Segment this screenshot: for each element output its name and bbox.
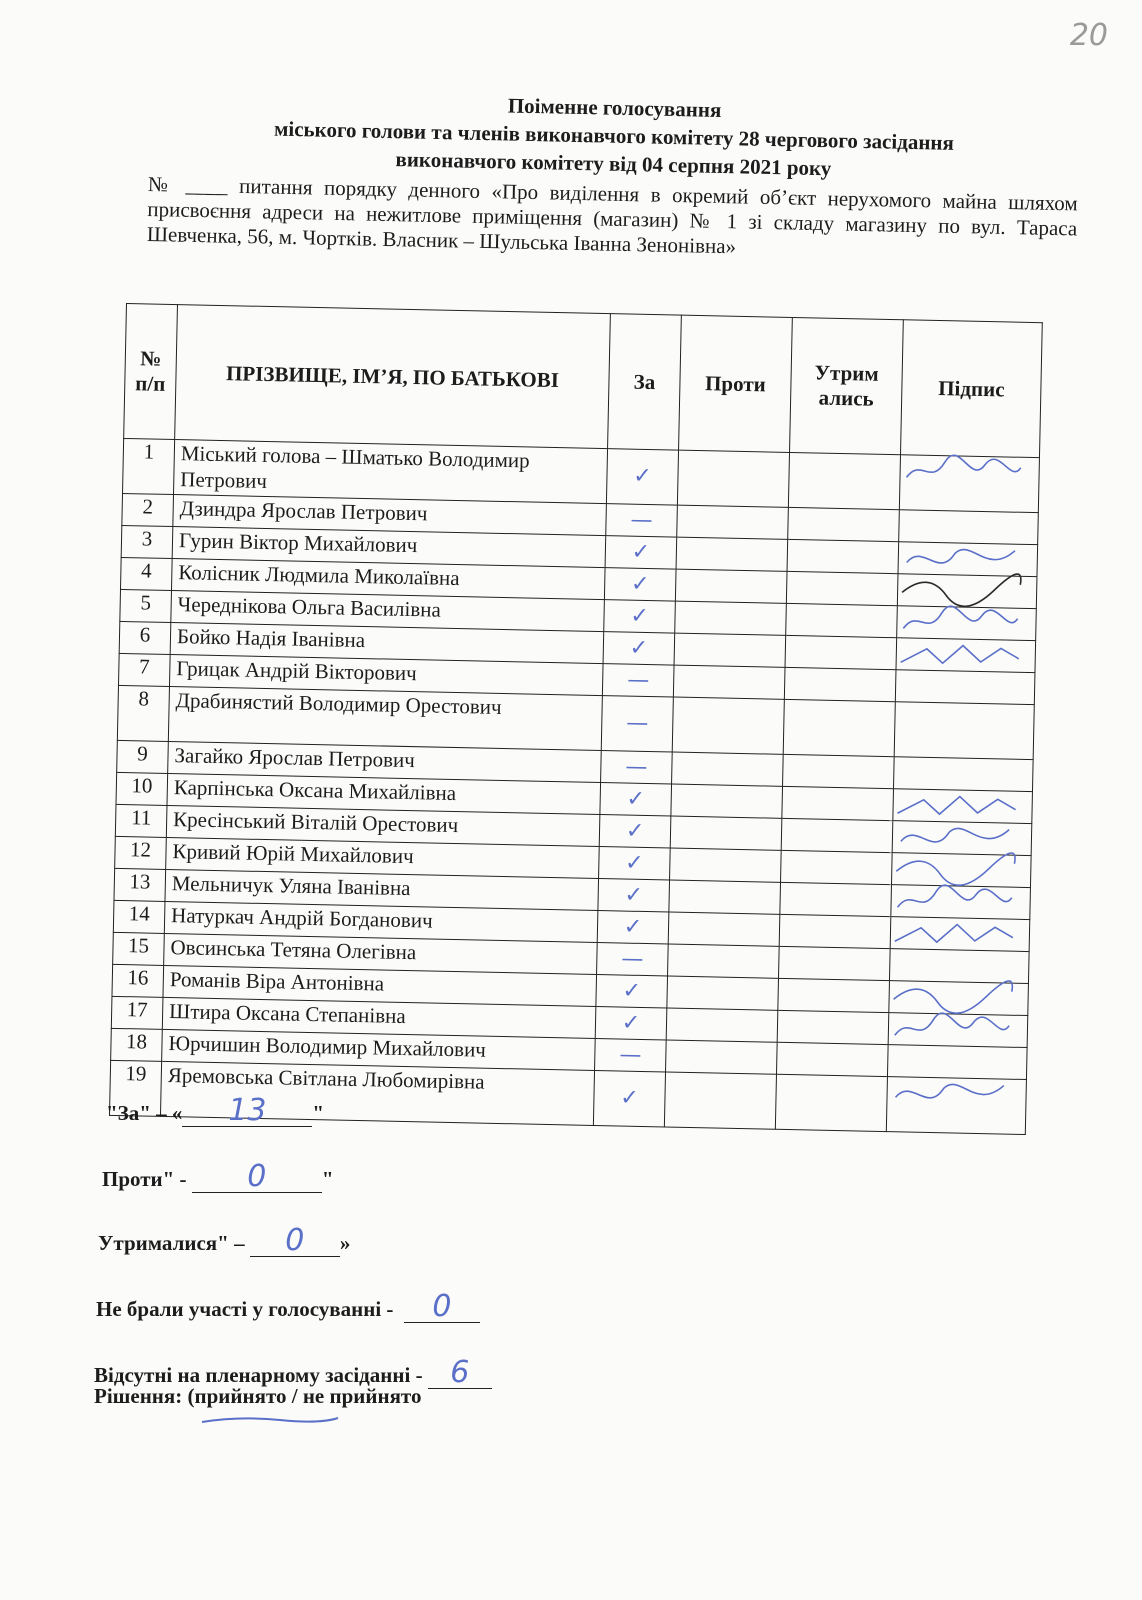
vote-za-cell [600,783,672,816]
member-name: Яремовська Світлана Любомирівна [160,1061,594,1125]
vote-proty-cell [676,537,788,571]
vote-za-cell [599,815,671,848]
vote-mark: ✓ [626,786,646,812]
signature-cell [886,1077,1026,1135]
vote-utrymalys-cell [788,452,900,509]
row-number: 19 [109,1060,161,1116]
vote-utrymalys-cell [783,754,895,788]
vote-mark: ✓ [621,1010,641,1036]
vote-proty-cell [664,1072,776,1129]
vote-utrymalys-cell [779,946,891,980]
voting-table [109,303,1043,1135]
vote-utrymalys-cell [778,978,890,1012]
vote-mark: ✓ [631,539,651,565]
result-decision: Рішення: (прийнято / не прийнято [94,1384,422,1408]
result-proty: Проти" - 0 " [102,1159,334,1194]
result-nebraly-value: 0 [404,1292,480,1323]
vote-utrymalys-cell [784,667,896,701]
signature-cell [899,455,1039,513]
vote-proty-cell [666,1008,778,1042]
header-za: За [608,314,682,450]
signature-cell [890,917,1030,952]
member-name: Череднікова Ольга Василівна [171,591,605,632]
vote-proty-cell [677,450,789,507]
document-date-line: виконавчого комітету від 04 серпня 2021 року [395,147,832,181]
signature-cell [897,574,1037,609]
signature-cell [889,981,1029,1016]
vote-utrymalys-cell [785,635,897,669]
row-number: 17 [111,996,163,1029]
member-name: Гурин Віктор Михайлович [172,527,606,568]
member-name: Загайко Ярослав Петрович [168,741,602,782]
signature-cell [893,757,1033,792]
result-za-value: 13 [182,1096,312,1127]
member-name: Штира Оксана Степанівна [162,997,596,1038]
vote-za-cell [599,847,671,880]
agenda-item: № ____ питання порядку денного «Про виділення в окремий об’єкт нерухомого майна шляхом присвоєння адреси на нежитлове приміщення (магазин) № 1 зі складу магазину по вул. Тараса Шевченка, 56, м. Чортків. Власник – Шульська Іванна Зенонівна» [146,171,1078,259]
signature [899,542,1026,576]
vote-proty-cell [672,697,784,754]
document-header [147,84,1080,266]
signature [893,789,1020,823]
result-utr-value: 0 [250,1226,340,1257]
vote-proty-cell [672,752,784,786]
vote-mark: — [621,946,644,972]
row-number: 3 [121,525,173,558]
result-vidsutni: Відсутні на пленарному засіданні - 6 [94,1358,492,1389]
signature [896,638,1023,672]
member-name: Драбинястий Володимир Орестович [168,686,602,750]
vote-za-cell [601,696,673,752]
result-za: "За" – « 13 " [106,1093,325,1128]
vote-mark: — [630,507,653,533]
signature-cell [893,789,1033,824]
vote-utrymalys-cell [786,603,898,637]
result-proty-value: 0 [192,1162,322,1193]
row-number: 1 [123,438,175,494]
vote-za-cell [598,879,670,912]
vote-mark: — [619,1041,642,1068]
table-header-row [124,304,1043,458]
vote-utrymalys-cell [776,1042,888,1076]
signature-cell [891,885,1031,920]
vote-utrymalys-cell [777,1010,889,1044]
vote-utrymalys-cell [788,507,900,541]
vote-utrymalys-cell [779,914,891,948]
row-number: 8 [117,685,169,741]
signature [898,574,1025,608]
signature [900,455,1027,489]
vote-za-cell [603,632,675,665]
signature [889,981,1016,1015]
vote-mark: ✓ [633,463,652,490]
vote-mark: — [626,710,649,737]
vote-mark: ✓ [629,635,649,661]
signature-cell [887,1045,1027,1080]
row-number: 9 [117,740,169,773]
vote-za-cell [595,1038,667,1071]
signature-cell [897,606,1037,641]
vote-utrymalys-cell [781,818,893,852]
vote-mark: ✓ [622,978,642,1004]
result-vidsutni-value: 6 [428,1358,492,1389]
vote-mark: ✓ [624,882,644,908]
decision-handwritten-underline [200,1412,340,1430]
vote-proty-cell [666,1040,778,1074]
vote-za-cell [606,504,678,537]
member-name: Натуркач Андрій Богданович [164,901,598,942]
signature-cell [898,542,1038,577]
vote-za-cell [597,943,669,976]
vote-za-cell [604,600,676,633]
vote-proty-cell [671,784,783,818]
member-name: Романів Віра Антонівна [163,965,597,1006]
signature [893,821,1020,855]
signature [897,606,1024,640]
header-no: № п/п [124,304,178,440]
row-number: 6 [119,621,171,654]
vote-mark: — [626,667,650,693]
vote-za-cell [605,536,677,569]
row-number: 14 [113,900,165,933]
vote-proty-cell [673,665,785,699]
header-pidpys: Підпис [900,320,1042,458]
vote-utrymalys-cell [786,571,898,605]
member-name: Міський голова – Шматько Володимир Петрович [173,440,607,504]
vote-utrymalys-cell [783,699,895,756]
vote-proty-cell [674,633,786,667]
vote-za-cell [595,1006,667,1039]
page-number: 20 [1069,18,1108,53]
member-name: Кресінський Віталій Орестович [166,805,600,846]
row-number: 11 [115,804,167,837]
signature [889,1013,1016,1047]
vote-utrymalys-cell [781,850,893,884]
row-number: 5 [120,589,172,622]
row-number: 2 [122,493,174,526]
vote-mark: ✓ [630,603,650,629]
vote-proty-cell [675,569,787,603]
vote-za-cell [601,751,673,784]
signature [891,885,1018,919]
vote-utrymalys-cell [780,882,892,916]
vote-proty-cell [667,976,779,1010]
vote-za-cell [604,568,676,601]
member-name: Кривий Юрій Михайлович [166,837,600,878]
row-number: 12 [115,836,167,869]
signature-cell [891,853,1031,888]
vote-za-cell [602,664,674,697]
member-name: Колісник Людмила Миколаївна [171,559,605,600]
vote-mark: ✓ [630,571,650,597]
result-nebraly: Не брали участі у голосуванні - 0 [96,1292,480,1323]
signature [887,1077,1014,1111]
vote-proty-cell [669,880,781,914]
vote-mark: ✓ [625,818,645,844]
member-name: Грицак Андрій Вікторович [169,655,603,696]
vote-proty-cell [670,816,782,850]
member-name: Овсинська Тетяна Олегівна [164,933,598,974]
vote-utrymalys-cell [775,1074,887,1131]
member-name: Мельничук Уляна Іванівна [165,869,599,910]
document-subtitle-line: міського голови та членів виконавчого комітету 28 чергового засідання [273,116,955,155]
vote-mark: ✓ [623,914,643,940]
signature-cell [894,702,1034,760]
row-number: 15 [113,932,165,965]
vote-proty-cell [668,912,780,946]
signature-cell [895,670,1035,705]
signature-cell [892,821,1032,856]
member-name: Карпінська Оксана Михайлівна [167,773,601,814]
vote-za-cell [597,911,669,944]
signature-cell [896,638,1036,673]
signature [891,917,1018,951]
vote-proty-cell [668,944,780,978]
row-number: 7 [118,653,170,686]
header-proty: Проти [679,315,793,452]
vote-utrymalys-cell [787,539,899,573]
signature [892,853,1019,887]
vote-mark: ✓ [619,1085,639,1111]
vote-proty-cell [675,601,787,635]
vote-utrymalys-cell [782,786,894,820]
vote-za-cell [593,1070,665,1126]
row-number: 13 [114,868,166,901]
row-number: 18 [111,1028,163,1061]
vote-za-cell [596,975,668,1008]
vote-proty-cell [677,505,789,539]
row-number: 4 [120,557,172,590]
signature-cell [889,949,1029,984]
document-title: Поіменне голосування [507,93,722,122]
vote-za-cell [606,449,678,505]
vote-mark: ✓ [624,850,644,876]
member-name: Бойко Надія Іванівна [170,623,604,664]
result-utrymalysia: Утрималися" – 0 » [98,1223,351,1258]
vote-proty-cell [670,848,782,882]
signature-cell [888,1013,1028,1048]
row-number: 10 [116,772,168,805]
member-name: Юрчишин Володимир Михайлович [162,1029,596,1070]
header-name: ПРІЗВИЩЕ, ІМ’Я, ПО БАТЬКОВІ [175,305,611,449]
row-number: 16 [112,964,164,997]
signature-cell [899,510,1039,545]
vote-mark: — [625,754,648,780]
header-utrymalys: Утрим ались [790,317,904,454]
member-name: Дзиндра Ярослав Петрович [173,495,607,536]
